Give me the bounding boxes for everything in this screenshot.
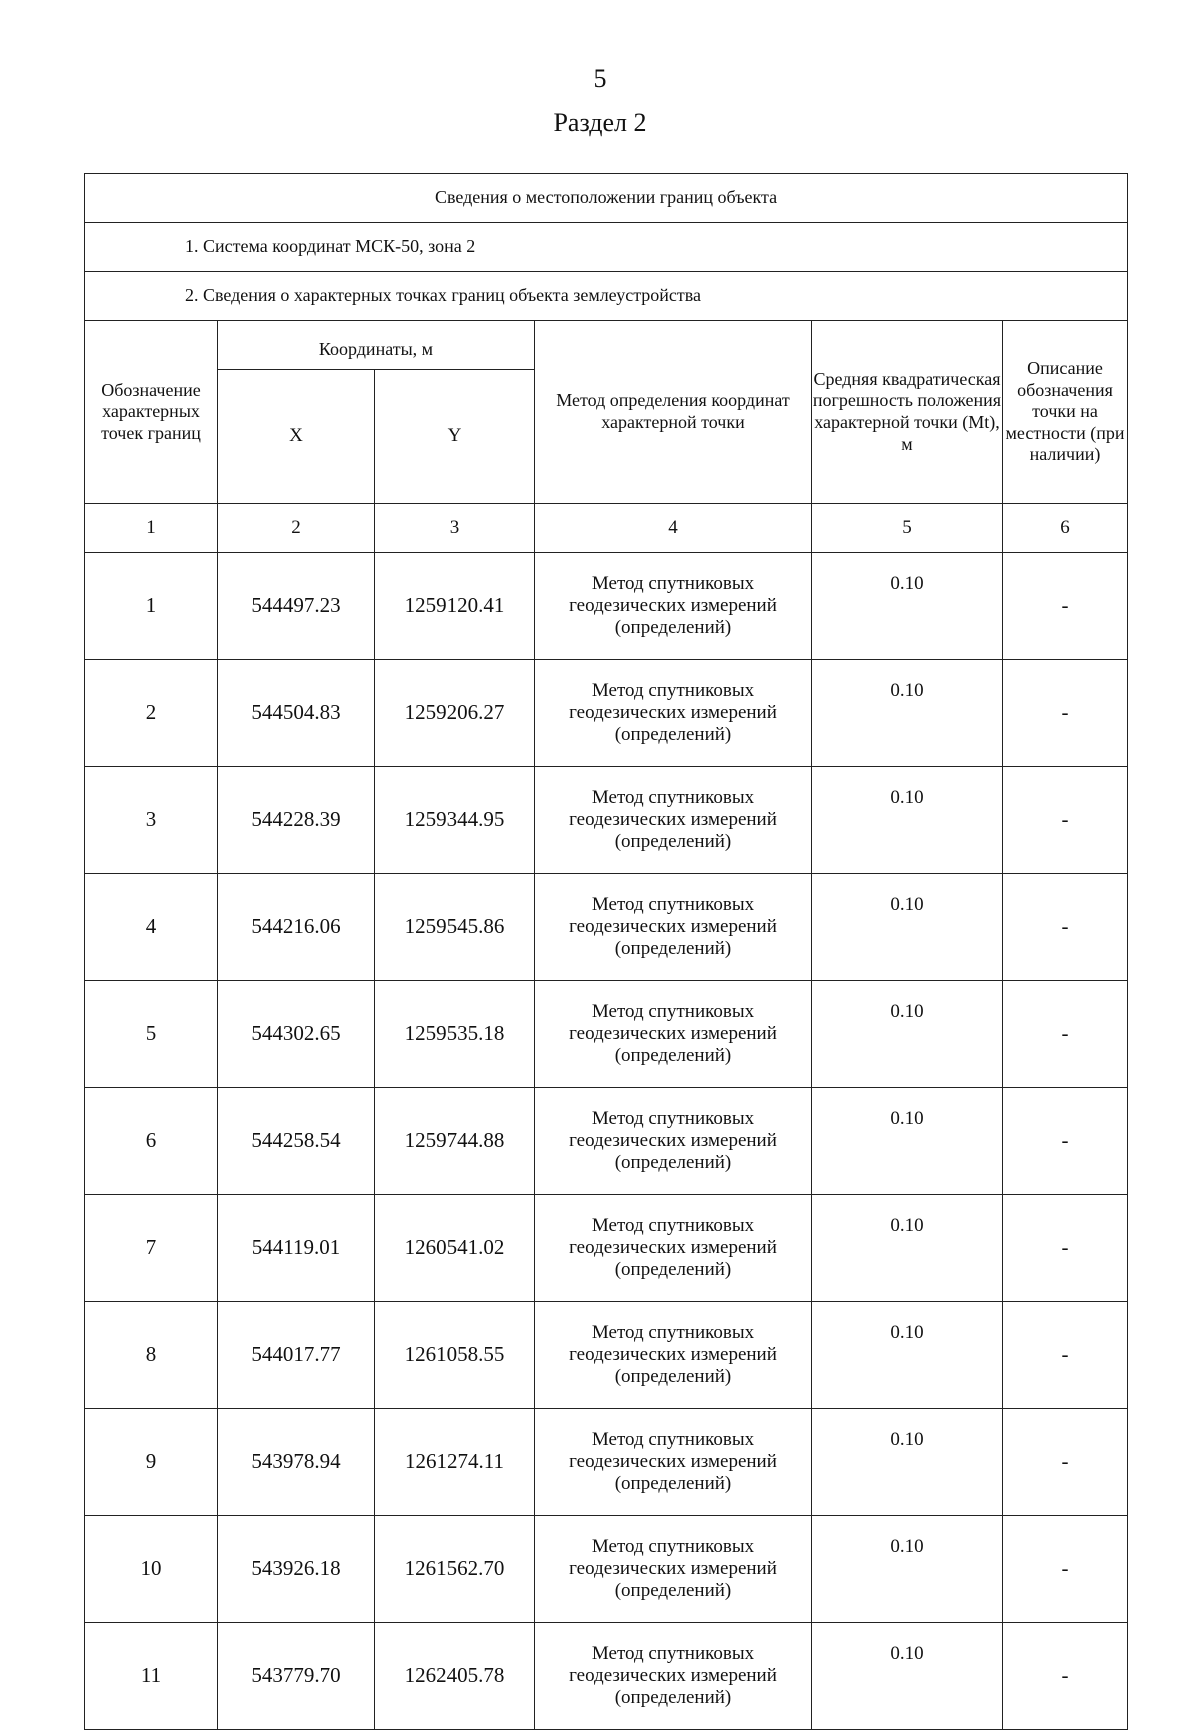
page-number: 5 xyxy=(593,64,607,93)
description-cell: - xyxy=(1003,1516,1128,1623)
header-description: Описание обозначения точки на местности (при наличии) xyxy=(1003,321,1128,504)
x-coordinate-cell: 544017.77 xyxy=(218,1302,375,1409)
point-id-cell: 9 xyxy=(85,1409,218,1516)
table-row xyxy=(85,1409,1128,1516)
error-cell: 0.10 xyxy=(812,1516,1003,1623)
column-number: 6 xyxy=(1003,504,1128,553)
column-number: 3 xyxy=(375,504,535,553)
description-cell: - xyxy=(1003,553,1128,660)
boundary-points-table xyxy=(84,173,1128,1730)
column-number-row xyxy=(85,504,1128,553)
description-cell: - xyxy=(1003,1302,1128,1409)
method-cell: Метод спутниковых геодезических измерений (определений) xyxy=(535,981,812,1088)
x-coordinate-cell: 543978.94 xyxy=(218,1409,375,1516)
points-caption-row xyxy=(85,272,1128,321)
y-coordinate-cell: 1259545.86 xyxy=(375,874,535,981)
y-coordinate-cell: 1259744.88 xyxy=(375,1088,535,1195)
column-number: 1 xyxy=(85,504,218,553)
error-cell: 0.10 xyxy=(812,1409,1003,1516)
header-x: X xyxy=(218,370,375,504)
method-cell: Метод спутниковых геодезических измерений (определений) xyxy=(535,874,812,981)
x-coordinate-cell: 544228.39 xyxy=(218,767,375,874)
table-row xyxy=(85,660,1128,767)
description-cell: - xyxy=(1003,874,1128,981)
point-id-cell: 7 xyxy=(85,1195,218,1302)
x-coordinate-cell: 544302.65 xyxy=(218,981,375,1088)
description-cell: - xyxy=(1003,981,1128,1088)
y-coordinate-cell: 1262405.78 xyxy=(375,1623,535,1730)
method-cell: Метод спутниковых геодезических измерений (определений) xyxy=(535,660,812,767)
description-cell: - xyxy=(1003,1623,1128,1730)
y-coordinate-cell: 1261562.70 xyxy=(375,1516,535,1623)
table-title: Сведения о местоположении границ объекта xyxy=(85,174,1128,223)
y-coordinate-cell: 1261274.11 xyxy=(375,1409,535,1516)
table-row xyxy=(85,1623,1128,1730)
x-coordinate-cell: 544504.83 xyxy=(218,660,375,767)
error-cell: 0.10 xyxy=(812,1623,1003,1730)
point-id-cell: 2 xyxy=(85,660,218,767)
description-cell: - xyxy=(1003,1088,1128,1195)
table-row xyxy=(85,1088,1128,1195)
table-row xyxy=(85,981,1128,1088)
x-coordinate-cell: 544216.06 xyxy=(218,874,375,981)
point-id-cell: 6 xyxy=(85,1088,218,1195)
error-cell: 0.10 xyxy=(812,767,1003,874)
point-id-cell: 1 xyxy=(85,553,218,660)
header-row xyxy=(85,321,1128,370)
x-coordinate-cell: 544258.54 xyxy=(218,1088,375,1195)
method-cell: Метод спутниковых геодезических измерений (определений) xyxy=(535,1088,812,1195)
table-row xyxy=(85,553,1128,660)
description-cell: - xyxy=(1003,1409,1128,1516)
description-cell: - xyxy=(1003,767,1128,874)
coord-system-row xyxy=(85,223,1128,272)
table-title-row xyxy=(85,174,1128,223)
header-error: Средняя квадратическая погрешность положения характерной точки (Mt), м xyxy=(812,321,1003,504)
column-number: 5 xyxy=(812,504,1003,553)
x-coordinate-cell: 543779.70 xyxy=(218,1623,375,1730)
table-row xyxy=(85,1302,1128,1409)
header-designation: Обозначение характерных точек границ xyxy=(85,321,218,504)
error-cell: 0.10 xyxy=(812,874,1003,981)
point-id-cell: 11 xyxy=(85,1623,218,1730)
error-cell: 0.10 xyxy=(812,981,1003,1088)
error-cell: 0.10 xyxy=(812,660,1003,767)
x-coordinate-cell: 544119.01 xyxy=(218,1195,375,1302)
point-id-cell: 4 xyxy=(85,874,218,981)
y-coordinate-cell: 1261058.55 xyxy=(375,1302,535,1409)
method-cell: Метод спутниковых геодезических измерений (определений) xyxy=(535,1302,812,1409)
method-cell: Метод спутниковых геодезических измерений (определений) xyxy=(535,1623,812,1730)
y-coordinate-cell: 1259535.18 xyxy=(375,981,535,1088)
x-coordinate-cell: 544497.23 xyxy=(218,553,375,660)
column-number: 2 xyxy=(218,504,375,553)
header-method: Метод определения координат характерной точки xyxy=(535,321,812,504)
method-cell: Метод спутниковых геодезических измерений (определений) xyxy=(535,767,812,874)
method-cell: Метод спутниковых геодезических измерений (определений) xyxy=(535,1409,812,1516)
point-id-cell: 8 xyxy=(85,1302,218,1409)
y-coordinate-cell: 1259344.95 xyxy=(375,767,535,874)
method-cell: Метод спутниковых геодезических измерений (определений) xyxy=(535,553,812,660)
description-cell: - xyxy=(1003,660,1128,767)
error-cell: 0.10 xyxy=(812,1195,1003,1302)
table-row xyxy=(85,1516,1128,1623)
coord-system-caption: 1. Система координат МСК-50, зона 2 xyxy=(85,223,1128,272)
y-coordinate-cell: 1259206.27 xyxy=(375,660,535,767)
description-cell: - xyxy=(1003,1195,1128,1302)
point-id-cell: 5 xyxy=(85,981,218,1088)
table-row xyxy=(85,767,1128,874)
section-title: Раздел 2 xyxy=(553,108,647,137)
error-cell: 0.10 xyxy=(812,1088,1003,1195)
x-coordinate-cell: 543926.18 xyxy=(218,1516,375,1623)
point-id-cell: 3 xyxy=(85,767,218,874)
error-cell: 0.10 xyxy=(812,553,1003,660)
table-row xyxy=(85,1195,1128,1302)
header-y: Y xyxy=(375,370,535,504)
point-id-cell: 10 xyxy=(85,1516,218,1623)
y-coordinate-cell: 1260541.02 xyxy=(375,1195,535,1302)
column-number: 4 xyxy=(535,504,812,553)
y-coordinate-cell: 1259120.41 xyxy=(375,553,535,660)
method-cell: Метод спутниковых геодезических измерений (определений) xyxy=(535,1195,812,1302)
points-caption: 2. Сведения о характерных точках границ объекта землеустройства xyxy=(85,272,1128,321)
error-cell: 0.10 xyxy=(812,1302,1003,1409)
table-row xyxy=(85,874,1128,981)
header-coordinates: Координаты, м xyxy=(218,321,535,370)
method-cell: Метод спутниковых геодезических измерений (определений) xyxy=(535,1516,812,1623)
